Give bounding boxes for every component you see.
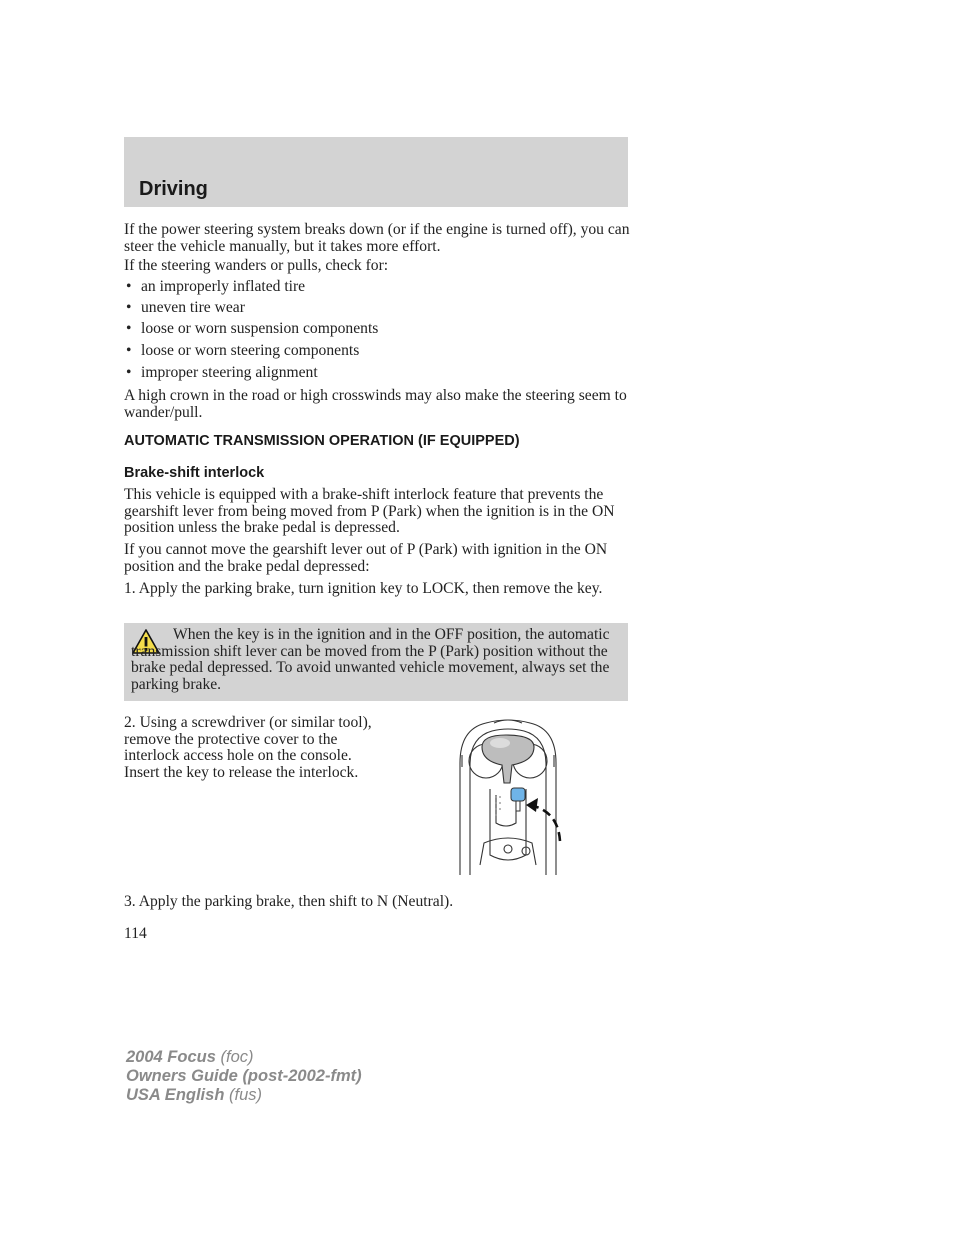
bullet-icon: •: [126, 278, 132, 295]
step-1: 1. Apply the parking brake, turn ignition key to LOCK, then remove the key.: [124, 580, 603, 597]
interlock-key-icon: [511, 788, 525, 811]
gearshift-console-illustration: [446, 715, 570, 877]
warning-text: When the key is in the ignition and in the OFF position, the automatic transmission shift lever can be moved from the P (Park) position without the brake pedal depressed. To avoid unwanted vehicle movement, always set the parking brake.: [131, 626, 610, 693]
section-heading: AUTOMATIC TRANSMISSION OPERATION (IF EQUIPPED): [124, 433, 520, 449]
document-footer: [126, 1048, 362, 1105]
bullet-icon: •: [126, 364, 132, 381]
subsection-heading: Brake-shift interlock: [124, 465, 265, 481]
bullet-icon: •: [126, 299, 132, 316]
section-title: Driving: [139, 178, 208, 200]
page-number: 114: [124, 925, 147, 942]
step-2: 2. Using a screwdriver (or similar tool), remove the protective cover to the interlock access hole on the console. Insert the key to release the interlock.: [124, 714, 372, 781]
bullet-icon: •: [126, 320, 132, 337]
paragraph-power-steering: If the power steering system breaks down (or if the engine is turned off), you can steer the vehicle manually, but it takes more effort.: [124, 221, 630, 255]
footer-model-line: 2004 Focus (foc): [126, 1048, 254, 1066]
paragraph-steering-check: If the steering wanders or pulls, check for:: [124, 257, 389, 274]
paragraph-interlock-description: This vehicle is equipped with a brake-shift interlock feature that prevents the gearshift lever from being moved from P (Park) when the ignition is in the ON position unless the brake pedal is depressed.: [124, 486, 615, 536]
paragraph-crosswinds: A high crown in the road or high crosswinds may also make the steering seem to wander/pull.: [124, 387, 627, 421]
step-3: 3. Apply the parking brake, then shift to N (Neutral).: [124, 893, 454, 910]
paragraph-interlock-condition: If you cannot move the gearshift lever out of P (Park) with ignition in the ON position and the brake pedal depressed:: [124, 541, 608, 575]
footer-guide-line: Owners Guide (post-2002-fmt): [126, 1067, 362, 1085]
footer-language-line: USA English (fus): [126, 1086, 262, 1104]
bullet-icon: •: [126, 342, 132, 359]
